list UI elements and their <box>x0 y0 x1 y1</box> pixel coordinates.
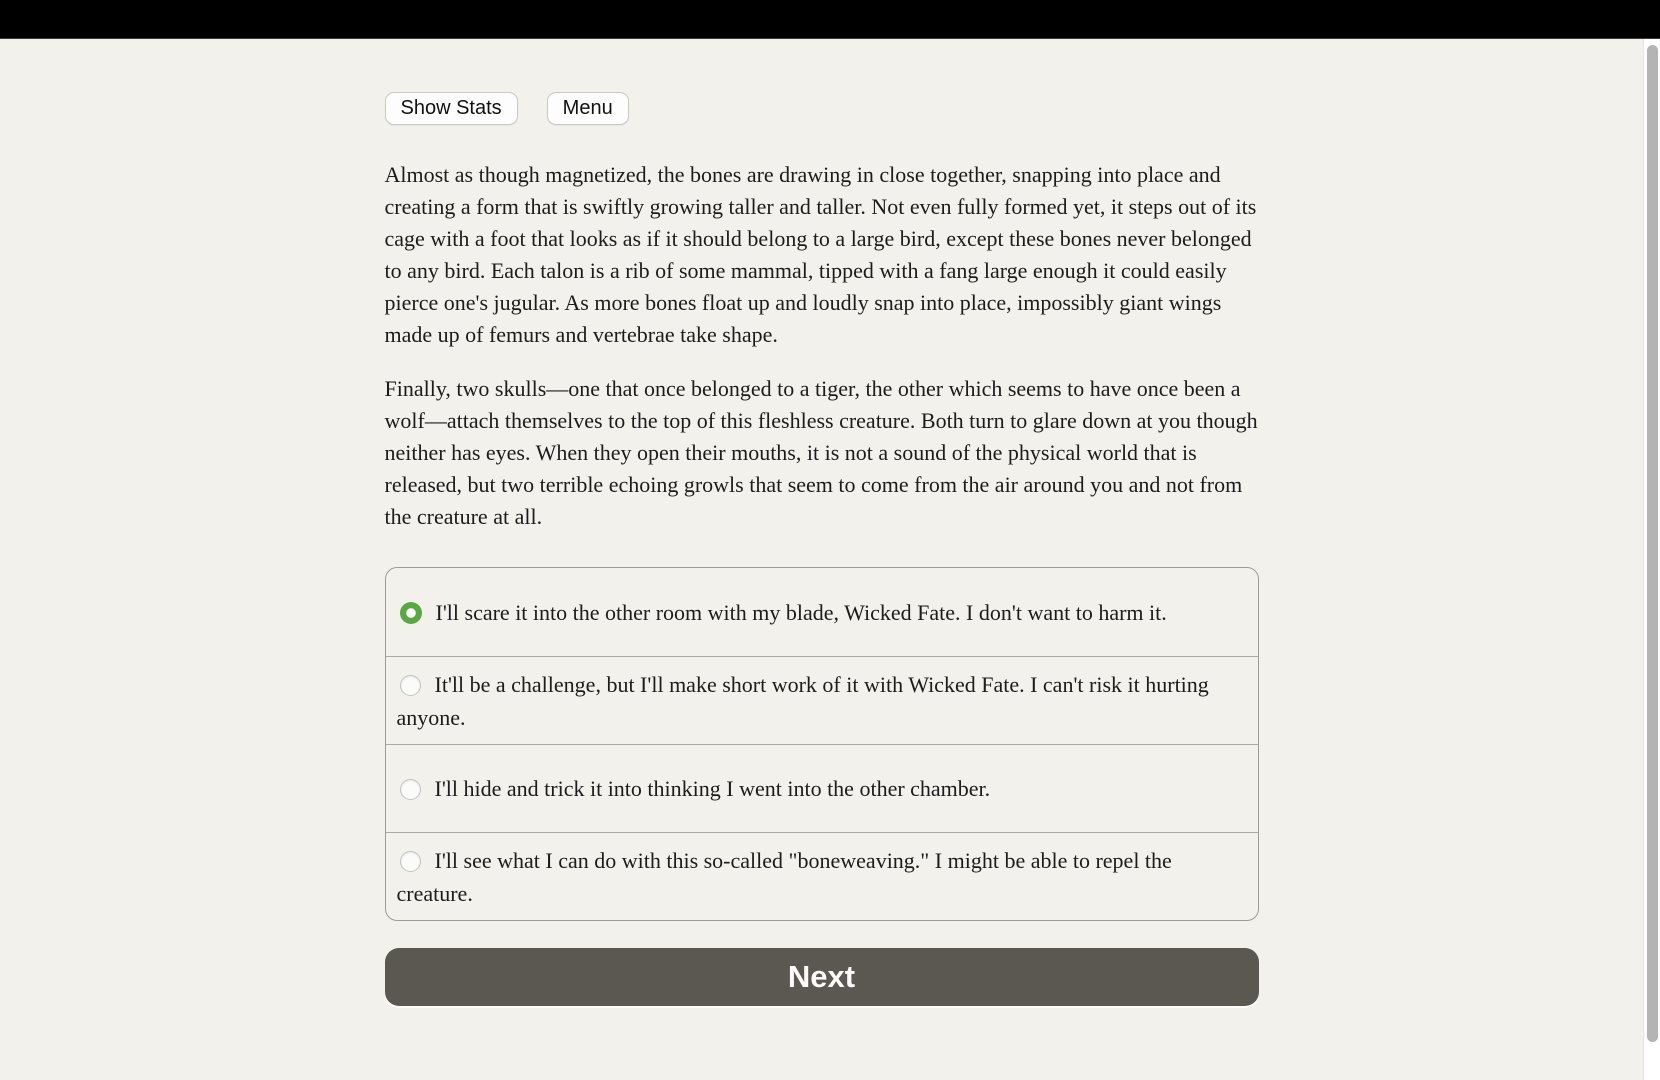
choice-label: I'll hide and trick it into thinking I went into the other chamber. <box>434 776 991 801</box>
choice-option[interactable] <box>386 832 1258 920</box>
choice-radio[interactable] <box>400 675 421 696</box>
scrollbar[interactable] <box>1643 39 1660 1080</box>
story-paragraph: Almost as though magnetized, the bones are drawing in close together, snapping into place and creating a form that is swiftly growing taller and taller. Not even fully formed yet, it steps out of its cage with a foot that looks as if it should belong to a large bird, except these bones never belonged to any bird. Each talon is a rib of some mammal, tipped with a fang large enough it could easily pierce one's jugular. As more bones float up and loudly snap into place, impossibly giant wings made up of femurs and vertebrae take shape. <box>384 162 1257 347</box>
choice-label: It'll be a challenge, but I'll make short work of it with Wicked Fate. I can't risk it hurting anyone. <box>396 671 1209 730</box>
choice-option[interactable] <box>386 568 1258 656</box>
top-bar <box>0 0 1660 39</box>
show-stats-button[interactable]: Show Stats <box>385 92 518 125</box>
choice-list <box>385 567 1259 921</box>
story-paragraph: Finally, two skulls—one that once belonged to a tiger, the other which seems to have once been a wolf—attach themselves to the top of this fleshless creature. Both turn to glare down at you though neither has eyes. When they open their mouths, it is not a sound of the physical world that is released, but two terrible echoing growls that seem to come from the air around you and not from the creature at all. <box>384 376 1258 529</box>
choice-option[interactable] <box>386 656 1258 744</box>
choice-radio[interactable] <box>400 602 422 624</box>
choice-label: I'll see what I can do with this so-called "boneweaving." I might be able to repel the creature. <box>396 847 1172 906</box>
choice-radio[interactable] <box>400 851 421 872</box>
menu-button[interactable]: Menu <box>547 92 629 125</box>
game-page <box>0 39 1643 1006</box>
choice-label: I'll scare it into the other room with my blade, Wicked Fate. I don't want to harm it. <box>435 599 1167 625</box>
story-text <box>385 159 1259 533</box>
choice-option[interactable] <box>386 744 1258 832</box>
next-button[interactable]: Next <box>385 948 1259 1006</box>
scrollbar-thumb[interactable] <box>1647 45 1658 1042</box>
toolbar <box>385 92 1259 125</box>
choice-radio[interactable] <box>400 779 421 800</box>
